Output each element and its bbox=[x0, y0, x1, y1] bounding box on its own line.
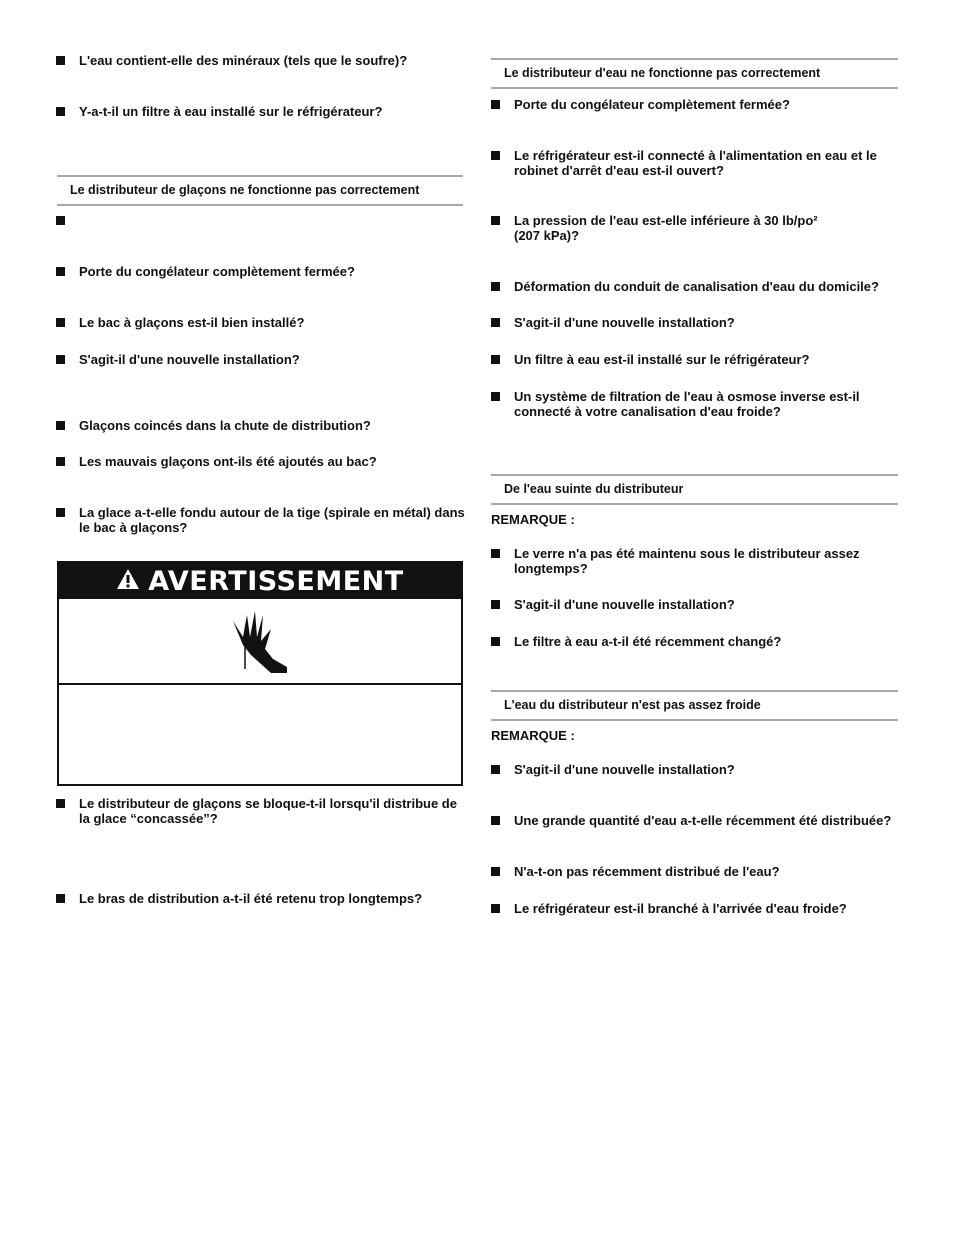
section-header-water-not-cold: L'eau du distributeur n'est pas assez froide bbox=[491, 690, 898, 721]
bullet-icon bbox=[491, 392, 500, 401]
list-item: Le filtre à eau a-t-il été récemment changé? bbox=[491, 634, 896, 649]
list-item: Déformation du conduit de canalisation d'eau du domicile? bbox=[491, 279, 896, 294]
list-item: Le réfrigérateur est-il connecté à l'alimentation en eau et le robinet d'arrêt d'eau est-il ouvert? bbox=[491, 148, 896, 178]
bullet-icon bbox=[56, 267, 65, 276]
section-header-water-dispenser: Le distributeur d'eau ne fonctionne pas correctement bbox=[491, 58, 898, 89]
bullet-icon bbox=[491, 318, 500, 327]
bullet-icon bbox=[491, 282, 500, 291]
bullet-icon bbox=[56, 894, 65, 903]
bullet-icon bbox=[491, 100, 500, 109]
bullet-icon bbox=[56, 508, 65, 517]
warning-symbol-panel bbox=[59, 599, 461, 685]
bullet-icon bbox=[491, 216, 500, 225]
bullet-icon bbox=[491, 151, 500, 160]
list-item: Le distributeur de glaçons se bloque-t-il lorsqu'il distribue de la glace “concassée”? bbox=[56, 796, 466, 826]
list-item: Un filtre à eau est-il installé sur le réfrigérateur? bbox=[491, 352, 896, 367]
list-item: Le verre n'a pas été maintenu sous le distributeur assez longtemps? bbox=[491, 546, 896, 576]
warning-title: AVERTISSEMENT bbox=[59, 563, 461, 599]
list-item: Le bac à glaçons est-il bien installé? bbox=[56, 315, 466, 330]
list-item: Glaçons coincés dans la chute de distribution? bbox=[56, 418, 466, 433]
bullet-icon bbox=[56, 56, 65, 65]
list-item: La pression de l'eau est-elle inférieure à 30 lb/po² (207 kPa)? bbox=[491, 213, 896, 243]
bullet-icon bbox=[56, 799, 65, 808]
list-item: S'agit-il d'une nouvelle installation? bbox=[491, 597, 896, 612]
bullet-icon bbox=[56, 421, 65, 430]
bullet-icon bbox=[491, 600, 500, 609]
bullet-icon bbox=[491, 867, 500, 876]
list-item: La glace a-t-elle fondu autour de la tige (spirale en métal) dans le bac à glaçons? bbox=[56, 505, 466, 535]
list-item: N'a-t-on pas récemment distribué de l'eau? bbox=[491, 864, 896, 879]
section-header-ice-dispenser: Le distributeur de glaçons ne fonctionne pas correctement bbox=[57, 175, 463, 206]
warning-triangle-icon bbox=[116, 566, 140, 597]
list-item: Porte du congélateur complètement fermée? bbox=[491, 97, 896, 112]
list-item: Une grande quantité d'eau a-t-elle récemment été distribuée? bbox=[491, 813, 896, 828]
note-label: REMARQUE : bbox=[491, 512, 575, 527]
warning-box bbox=[57, 561, 463, 786]
bullet-icon bbox=[491, 765, 500, 774]
bullet-icon bbox=[491, 549, 500, 558]
list-item: Porte du congélateur complètement fermée? bbox=[56, 264, 466, 279]
list-item: S'agit-il d'une nouvelle installation? bbox=[56, 352, 466, 367]
bullet-icon bbox=[56, 457, 65, 466]
bullet-icon bbox=[491, 904, 500, 913]
list-item: Le bras de distribution a-t-il été retenu trop longtemps? bbox=[56, 891, 466, 906]
bullet-icon bbox=[491, 355, 500, 364]
bullet-icon bbox=[56, 216, 65, 225]
warning-body bbox=[59, 685, 461, 782]
list-item: L'eau contient-elle des minéraux (tels que le soufre)? bbox=[56, 53, 466, 68]
hand-cut-hazard-icon bbox=[227, 607, 297, 673]
bullet-icon bbox=[491, 637, 500, 646]
list-item: Un système de filtration de l'eau à osmose inverse est-il connecté à votre canalisation d'eau froide? bbox=[491, 389, 896, 419]
list-item: Les mauvais glaçons ont-ils été ajoutés au bac? bbox=[56, 454, 466, 469]
bullet-icon bbox=[56, 355, 65, 364]
bullet-icon bbox=[491, 816, 500, 825]
list-item: Le réfrigérateur est-il branché à l'arrivée d'eau froide? bbox=[491, 901, 896, 916]
list-item: S'agit-il d'une nouvelle installation? bbox=[491, 762, 896, 777]
note-label: REMARQUE : bbox=[491, 728, 575, 743]
list-item: S'agit-il d'une nouvelle installation? bbox=[491, 315, 896, 330]
list-item: Y-a-t-il un filtre à eau installé sur le réfrigérateur? bbox=[56, 104, 466, 119]
bullet-icon bbox=[56, 318, 65, 327]
section-header-water-drip: De l'eau suinte du distributeur bbox=[491, 474, 898, 505]
bullet-icon bbox=[56, 107, 65, 116]
